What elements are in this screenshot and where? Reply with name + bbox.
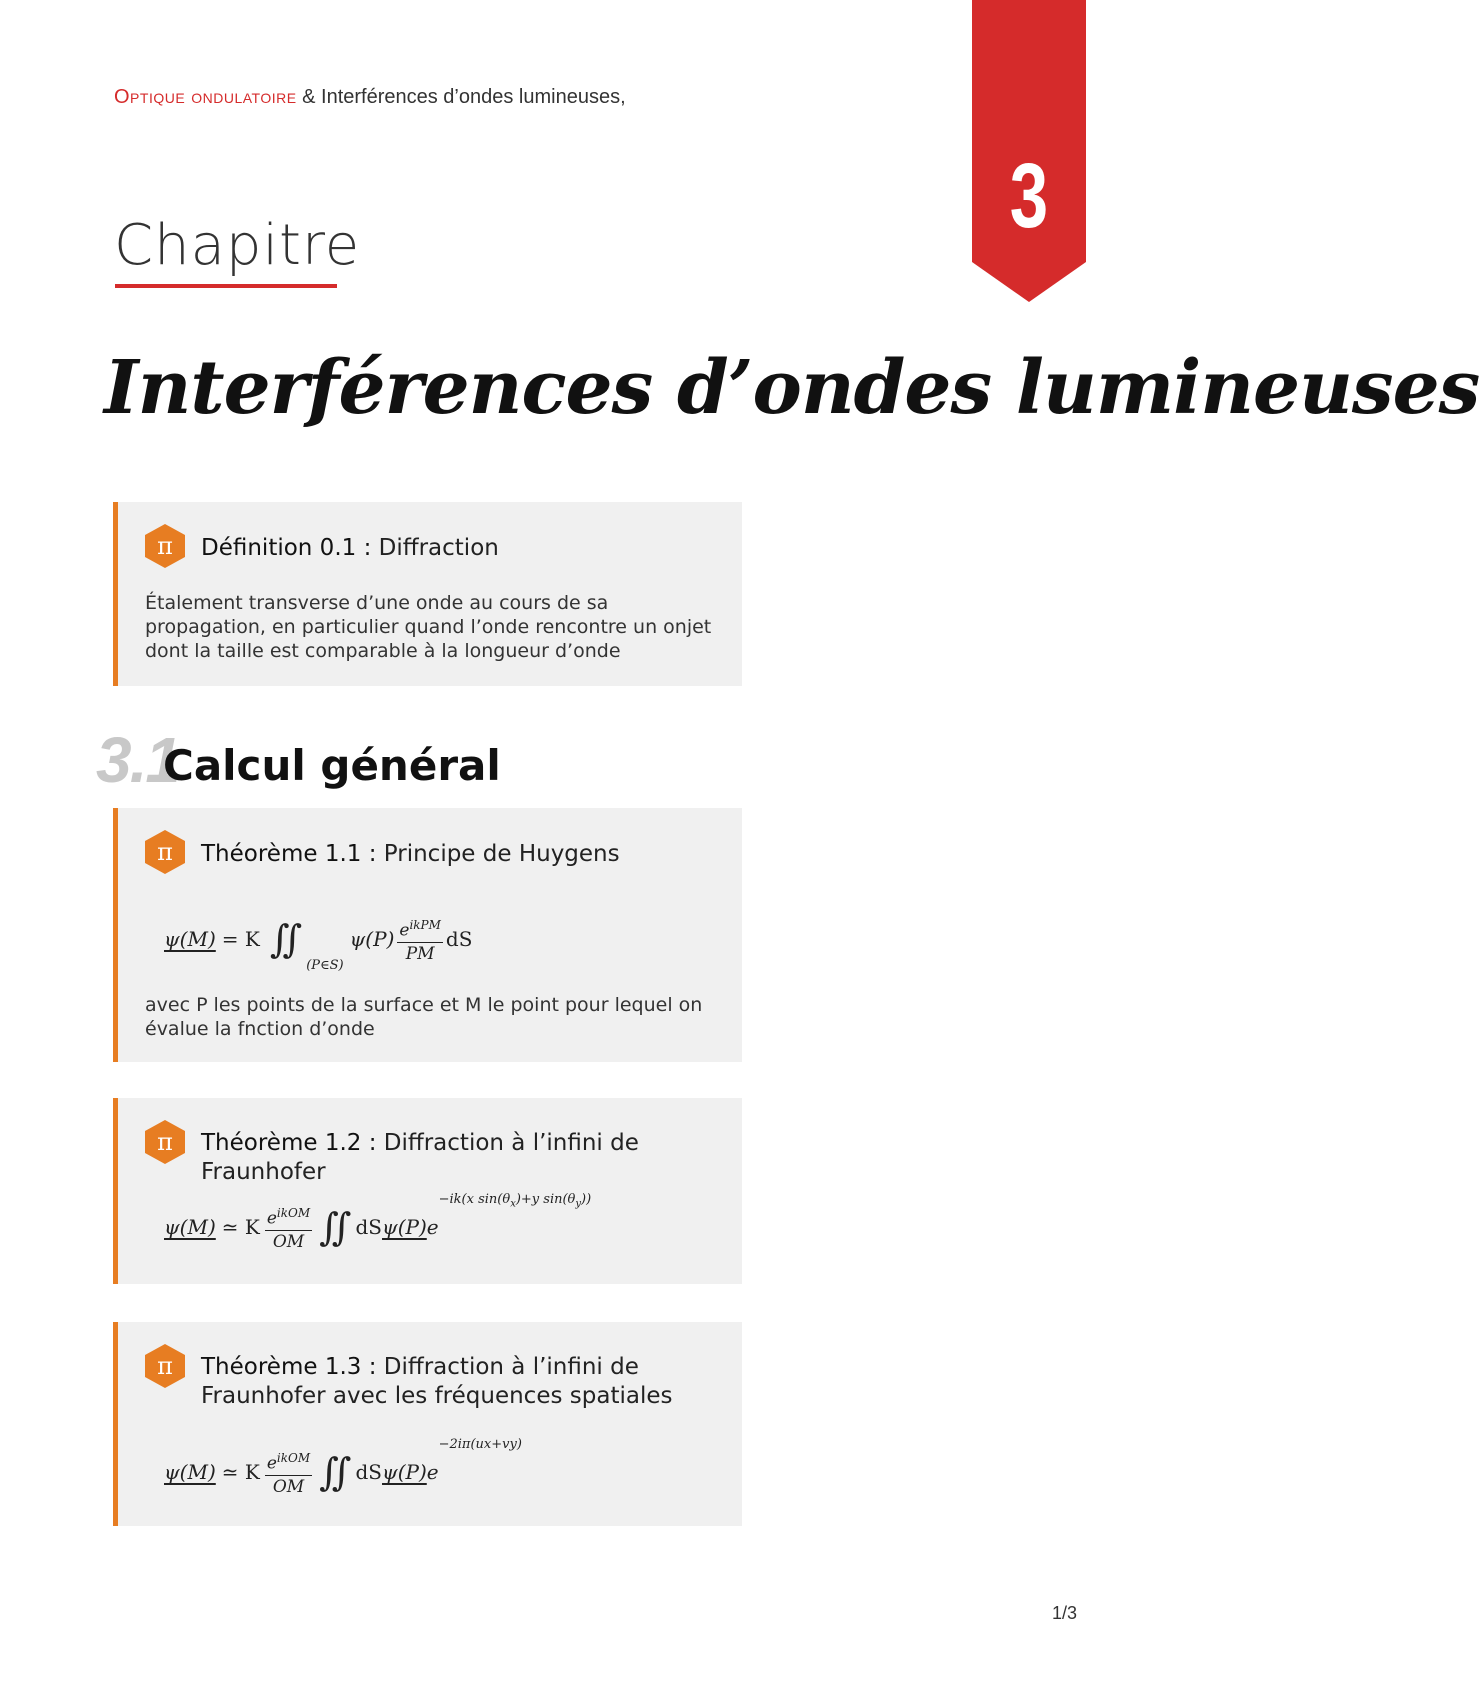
theorem-box (113, 1098, 742, 1284)
definition-title (201, 534, 741, 563)
formula-e: e (426, 1460, 439, 1485)
chapter-number: 3 (1009, 145, 1049, 247)
formula-op: ≃ K (221, 1460, 260, 1485)
formula-op: = K (221, 927, 260, 952)
definition-kind: Définition 0.1 : (201, 535, 372, 561)
formula-sub: (P∈S) (306, 957, 344, 973)
chapter-number-ribbon (972, 0, 1086, 302)
formula-e: e (426, 1215, 439, 1240)
formula-lhs: ψ(M) (164, 927, 216, 952)
definition-box (113, 502, 742, 686)
formula-term: ψ(P) (349, 927, 395, 952)
formula-lhs: ψ(M) (164, 1460, 216, 1485)
double-integral-icon: ∬ (319, 1205, 352, 1250)
formula-ds: dS (355, 1215, 383, 1240)
page-number: 1/3 (1052, 1603, 1078, 1623)
theorem-title (201, 1353, 741, 1411)
header-category: Optique ondulatoire (114, 86, 297, 108)
formula-term: ψ(P) (382, 1215, 427, 1240)
formula-fraction: $\frac{e^{ikOM}}{OM}$ (265, 1202, 312, 1253)
formula-op: ≃ K (221, 1215, 260, 1240)
pi-icon: π (145, 830, 185, 874)
formula-lhs: ψ(M) (164, 1215, 216, 1240)
double-integral-icon: ∬ (319, 1450, 352, 1495)
theorem-name: Principe de Huygens (383, 841, 620, 867)
theorem-name: Diffraction à l’infini de Fraunhofer avec les fréquences spatiales (201, 1354, 673, 1409)
theorem-box (113, 808, 742, 1062)
pi-icon: π (145, 524, 185, 568)
header-subtitle: Interférences d’ondes lumineuses, (321, 86, 626, 108)
chapter-underline (115, 284, 337, 288)
formula-exponent: −ik(x $\sin(\theta_x)+y$ $\sin(\theta_y)$) (438, 1192, 592, 1210)
double-integral-icon: ∬ (269, 917, 303, 962)
theorem-kind: Théorème 1.3 : (201, 1354, 377, 1380)
pi-icon: π (145, 1120, 185, 1164)
theorem-kind: Théorème 1.2 : (201, 1130, 377, 1156)
theorem-box (113, 1322, 742, 1526)
theorem-title (201, 840, 741, 869)
theorem-kind: Théorème 1.1 : (201, 841, 377, 867)
theorem-body: avec P les points de la surface et M le point pour lequel on évalue la fnction d’onde (145, 994, 703, 1040)
section-title: Calcul général (163, 741, 501, 790)
chapter-title: Interférences d’ondes lumineuses (104, 345, 1479, 431)
definition-body: Étalement transverse d’une onde au cours de sa propagation, en particulier quand l’onde rencontre un onjet dont la taille est comparable à la longueur d’onde (145, 592, 712, 662)
theorem-name: Diffraction à l’infini de Fraunhofer (201, 1130, 639, 1185)
formula-fraction: $\frac{e^{ikPM}}{PM}$ (397, 914, 443, 965)
pi-icon: π (145, 1344, 185, 1388)
formula-ds: dS (355, 1460, 383, 1485)
formula-term: ψ(P) (382, 1460, 427, 1485)
header-separator: & (296, 86, 322, 108)
running-header (114, 86, 626, 109)
theorem-title (201, 1129, 741, 1187)
formula-tail: dS (445, 927, 473, 952)
formula-fraction: $\frac{e^{ikOM}}{OM}$ (265, 1447, 312, 1498)
theorem-formula (164, 914, 473, 973)
theorem-formula (164, 1192, 592, 1253)
chapter-label: Chapitre (114, 213, 361, 278)
definition-name: Diffraction (378, 535, 499, 561)
formula-exponent: −2iπ(ux+vy) (438, 1437, 522, 1452)
section-number: 3.1 (96, 724, 179, 796)
theorem-formula (164, 1437, 522, 1498)
